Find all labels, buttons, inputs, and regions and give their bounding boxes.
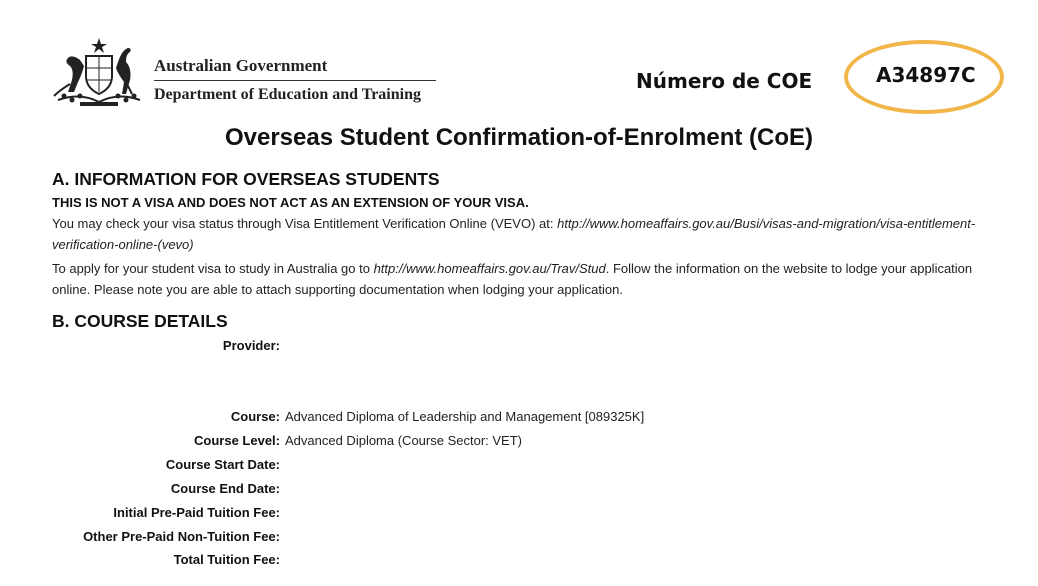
coat-of-arms-icon [50, 36, 148, 108]
field-label: Initial Pre-Paid Tuition Fee: [113, 505, 280, 520]
field-label: Course End Date: [170, 481, 280, 496]
field-value: Advanced Diploma (Course Sector: VET) [285, 433, 522, 448]
field-provider [0, 338, 1038, 358]
student-visa-link[interactable]: http://www.homeaffairs.gov.au/Trav/Stud [373, 261, 606, 276]
department-name: Department of Education and Training [154, 86, 421, 103]
section-a-heading: A. INFORMATION FOR OVERSEAS STUDENTS [52, 169, 440, 189]
apply-text: To apply for your student visa to study in Australia go to [52, 261, 374, 276]
vevo-text: You may check your visa status through Visa Entitlement Verification Online (VEVO) at: [52, 216, 558, 231]
section-b-heading: B. COURSE DETAILS [52, 311, 228, 331]
field-other-prepaid-non-tuition-fee [0, 529, 1038, 549]
header-divider [154, 80, 436, 81]
field-label: Total Tuition Fee: [173, 552, 280, 567]
vevo-paragraph [52, 213, 982, 255]
field-course-start-date [0, 457, 1038, 477]
field-label: Course Start Date: [165, 457, 280, 472]
document-title: Overseas Student Confirmation-of-Enrolment (CoE) [224, 124, 814, 151]
coe-number-value: A34897C [876, 63, 976, 87]
field-course-end-date [0, 481, 1038, 501]
government-header [50, 36, 470, 116]
field-label: Course Level: [194, 433, 280, 448]
field-value: Advanced Diploma of Leadership and Management [089325K] [285, 409, 645, 424]
apply-visa-paragraph [52, 258, 982, 300]
field-label: Other Pre-Paid Non-Tuition Fee: [83, 529, 280, 544]
field-total-tuition-fee [0, 552, 1038, 572]
visa-warning: THIS IS NOT A VISA AND DOES NOT ACT AS AN EXTENSION OF YOUR VISA. [52, 195, 529, 210]
apply-text-suffix: . Follow the information on the website to lodge your application online. Please note you are able to attach supporting documentation when lodging your application. [52, 261, 973, 297]
field-course [0, 409, 1038, 429]
field-label: Course: [230, 409, 280, 424]
government-name: Australian Government [154, 56, 328, 75]
coe-number-label: Número de COE [636, 69, 813, 93]
field-initial-prepaid-tuition-fee [0, 505, 1038, 525]
vevo-link[interactable]: http://www.homeaffairs.gov.au/Busi/visas-and-migration/visa-entitlement-verification-online-(vevo) [52, 216, 976, 252]
field-course-level [0, 433, 1038, 453]
field-label: Provider: [222, 338, 280, 353]
